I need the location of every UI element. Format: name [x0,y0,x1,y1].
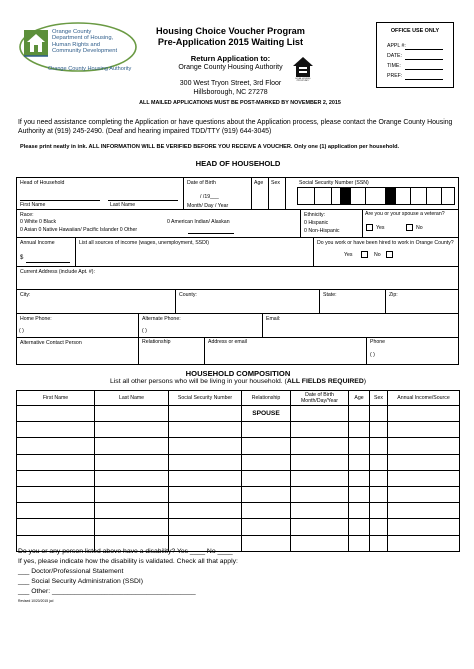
cell[interactable] [17,519,95,535]
cell[interactable] [370,406,388,422]
ssn-digit-divider [426,187,427,205]
cell[interactable] [388,486,460,502]
office-appl-label: APPL #: [387,43,406,49]
hoh-col-line [366,337,367,365]
first-name-label: First Name [20,202,46,208]
logo-line-3: Human Rights and [52,41,101,48]
cell[interactable] [291,406,349,422]
cell[interactable] [17,406,95,422]
ethnicity-non-hispanic[interactable]: 0 Non-Hispanic [304,228,340,234]
table-row [17,519,460,535]
other-option[interactable]: ___ Other: ______________________________________ [18,588,196,595]
cell[interactable] [370,486,388,502]
veteran-yes-label: Yes [376,225,385,231]
cell[interactable] [349,503,370,519]
office-pref-label: PREF: [387,73,403,79]
ssn-digit-divider [410,187,411,205]
cell[interactable] [291,438,349,454]
annual-income-field[interactable] [26,262,70,263]
current-address-field[interactable] [100,268,455,287]
cell[interactable] [242,519,291,535]
return-address-2: Hillsborough, NC 27278 [193,89,268,96]
cell[interactable] [388,438,460,454]
cell[interactable] [17,422,95,438]
office-pref-line [405,79,443,80]
last-name-field[interactable] [108,200,178,201]
cell[interactable] [370,470,388,486]
application-title: Pre-Application 2015 Waiting List [157,37,304,47]
cell[interactable] [370,519,388,535]
col-income: Annual Income/Source [388,391,460,406]
work-yes-checkbox[interactable] [361,251,368,258]
office-use-box [376,22,454,88]
cell[interactable] [17,503,95,519]
dob-field[interactable]: / /19___ [200,194,219,200]
cell[interactable] [169,470,242,486]
cell[interactable] [242,470,291,486]
col-ssn: Social Security Number [169,391,242,406]
logo-line-2: Department of Housing, [52,35,114,42]
cell[interactable] [95,454,169,470]
col-dob: Date of Birth Month/Day/Year [291,391,349,406]
alternate-phone-label: Alternate Phone: [142,316,181,322]
col-relationship: Relationship [242,391,291,406]
cell[interactable] [242,422,291,438]
hoh-col-line [75,237,76,266]
hoh-col-line [385,289,386,313]
dob-format: Month/ Day / Year [187,203,229,209]
cell[interactable] [242,438,291,454]
ethnicity-label: Ethnicity: [304,212,326,218]
cell[interactable] [349,519,370,535]
all-fields-required: ALL FIELDS REQUIRED [286,378,364,385]
dob-label: Date of Birth [187,180,216,186]
cell[interactable] [242,454,291,470]
logo-line-4: Community Development [52,48,118,55]
spouse-label: SPOUSE [252,410,280,418]
hoh-row-line [16,289,459,290]
col-age: Age [349,391,370,406]
ssa-option[interactable]: ___ Social Security Administration (SSDI) [18,578,144,585]
alt-contact-phone-field[interactable]: ( ) [370,352,375,358]
alternate-phone-field[interactable]: ( ) [142,328,147,334]
veteran-no-checkbox[interactable] [406,224,413,231]
cell[interactable] [95,486,169,502]
hoh-col-line [300,209,301,237]
cell[interactable] [95,519,169,535]
cell[interactable] [370,422,388,438]
cell[interactable] [388,454,460,470]
ssn-label: Social Security Number (SSN) [299,180,369,186]
hoh-col-line [138,337,139,365]
office-time-label: TIME: [387,63,401,69]
doctor-statement-option[interactable]: ___ Doctor/Professional Statement [18,568,124,575]
veteran-no-label: No [416,225,423,231]
race-options-row-2[interactable]: 0 Asian 0 Native Hawaiian/ Pacific Islander 0 Other [20,227,138,233]
cell[interactable] [291,519,349,535]
cell[interactable] [169,454,242,470]
work-question: Do you work or have been hired to work in Orange County? [317,240,454,246]
cell[interactable] [388,519,460,535]
table-row [17,503,460,519]
cell[interactable] [242,486,291,502]
race-option-american-indian[interactable]: 0 American Indian/ Alaskan [167,219,230,225]
cell[interactable] [349,535,370,551]
race-label: Race: [20,212,34,218]
office-appl-line [405,49,443,50]
ssn-field[interactable] [297,187,455,205]
ethnicity-hispanic[interactable]: 0 Hispanic [304,220,329,226]
hoh-col-line [138,313,139,337]
assistance-paragraph: If you need assistance completing the Application or have questions about the Application process, please contact the Orange County Housing Authority at (919) 245-2490. (Deaf and hearing impaired TDD/TTY (919) 644-3045) [18,119,453,135]
hoh-col-line [313,237,314,266]
cell[interactable] [17,454,95,470]
ink-warning: Please print neatly in ink. ALL INFORMATION WILL BE VERIFIED BEFORE YOU RECEIVE A VOUCHER. Only one (1) application per household. [20,144,400,150]
col-last-name: Last Name [95,391,169,406]
hoh-section-title: HEAD OF HOUSEHOLD [195,159,281,168]
cell[interactable] [291,470,349,486]
return-org: Orange County Housing Authority [178,64,283,71]
hoh-col-line [285,177,286,209]
deadline-notice: ALL MAILED APPLICATIONS MUST BE POST-MARKED BY NOVEMBER 2, 2015 [139,100,341,106]
cell[interactable] [388,406,460,422]
cell[interactable] [370,454,388,470]
cell[interactable] [169,422,242,438]
table-row [17,486,460,502]
household-header-row [17,391,460,406]
cell[interactable] [291,535,349,551]
cell[interactable] [349,406,370,422]
cell[interactable] [17,438,95,454]
cell[interactable] [95,470,169,486]
cell[interactable] [242,503,291,519]
office-time-line [405,69,443,70]
household-title: HOUSEHOLD COMPOSITION [185,369,291,378]
hoh-col-line [268,177,269,209]
cell[interactable] [95,406,169,422]
cell[interactable] [349,438,370,454]
cell[interactable] [169,503,242,519]
household-table [16,390,460,552]
hoh-col-line [319,289,320,313]
zip-label: Zip: [389,292,398,298]
sex-label: Sex [271,180,280,186]
household-subtitle-text: List all other persons who will be living in your household. ( [110,378,287,385]
ssn-separator-block [340,187,351,205]
cell[interactable] [17,470,95,486]
household-subtitle [18,378,458,385]
cell-relationship[interactable] [242,406,291,422]
cell[interactable] [291,422,349,438]
hoh-col-line [362,209,363,237]
hoh-row-line [16,313,459,314]
city-label: City: [20,292,31,298]
cell[interactable] [388,503,460,519]
col-sex: Sex [370,391,388,406]
cell[interactable] [349,470,370,486]
revised-note: Revised 10/20/2015 jcd [18,599,54,603]
last-name-label: Last Name [110,202,136,208]
logo-line-1: Orange County [52,29,92,35]
cell[interactable] [17,486,95,502]
disability-question: Do you or any person listed above have a disability? Yes ____ No ____ [18,548,233,555]
hoh-row-line [16,209,459,210]
race-options-row-1[interactable]: 0 White 0 Black [20,219,57,225]
cell[interactable] [169,406,242,422]
office-date-line [405,59,443,60]
table-row [17,454,460,470]
table-row [17,406,460,422]
logo-authority: Orange County Housing Authority [48,66,132,72]
veteran-yes-checkbox[interactable] [366,224,373,231]
age-label: Age [254,180,264,186]
equal-housing-icon [292,56,314,78]
program-title: Housing Choice Voucher Program [156,26,305,36]
disability-validation-prompt: If yes, please indicate how the disability is validated. Check all that apply: [18,558,238,565]
equal-housing-caption: EQUAL HOUSING OPPORTUNITY [295,78,311,82]
race-other-line[interactable] [188,233,234,234]
current-address-label: Current Address (include Apt. #): [20,269,95,275]
cell[interactable] [370,438,388,454]
logo [18,22,144,78]
veteran-question: Are you or your spouse a veteran? [365,211,445,217]
cell[interactable] [95,438,169,454]
hoh-row-line [16,337,459,338]
cell[interactable] [388,470,460,486]
cell[interactable] [388,422,460,438]
head-of-household-label: Head of Household [20,180,65,186]
county-label: County: [179,292,197,298]
cell[interactable] [291,454,349,470]
table-row [17,422,460,438]
email-label: Email: [266,316,281,322]
ssn-separator-block [385,187,396,205]
household-subtitle-close: ) [363,378,366,385]
hoh-col-line [204,337,205,365]
hoh-row-line [16,237,459,238]
col-first-name: First Name [17,391,95,406]
cell[interactable] [169,486,242,502]
return-address-1: 300 West Tryon Street, 3rd Floor [179,80,282,87]
hoh-row-line [16,266,459,267]
phone-label: Phone [370,339,386,345]
work-no-checkbox[interactable] [386,251,393,258]
cell[interactable] [95,503,169,519]
cell[interactable] [388,535,460,551]
cell[interactable] [291,503,349,519]
state-label: State: [323,292,337,298]
cell[interactable] [349,422,370,438]
cell[interactable] [349,486,370,502]
income-sources-label: List all sources of income (wages, unemployment, SSDI) [79,240,210,246]
first-name-field[interactable] [20,200,100,201]
cell[interactable] [370,535,388,551]
equal-housing-logo [292,56,314,82]
table-row [17,438,460,454]
home-phone-field[interactable]: ( ) [19,328,24,334]
relationship-label: Relationship [142,339,171,345]
ssn-digit-divider [441,187,442,205]
cell[interactable] [169,519,242,535]
work-no-label: No [374,252,381,258]
cell[interactable] [169,438,242,454]
cell[interactable] [349,454,370,470]
table-row [17,470,460,486]
cell[interactable] [242,535,291,551]
cell[interactable] [291,486,349,502]
ssn-digit-divider [331,187,332,205]
address-email-label: Address or email [208,339,247,345]
home-phone-label: Home Phone: [20,316,52,322]
alt-contact-label: Alternative Contact Person [20,340,82,346]
hoh-col-line [262,313,263,337]
office-use-title: OFFICE USE ONLY [390,28,440,34]
hoh-col-line [183,177,184,209]
return-label: Return Application to: [190,54,271,63]
ssn-digit-divider [314,187,315,205]
cell[interactable] [370,503,388,519]
hoh-col-line [251,177,252,209]
annual-income-dollar: $ [20,255,24,261]
annual-income-label: Annual Income [20,240,55,246]
ssn-digit-divider [365,187,366,205]
work-yes-label: Yes [344,252,353,258]
cell[interactable] [95,422,169,438]
office-date-label: DATE: [387,53,402,59]
hoh-col-line [175,289,176,313]
